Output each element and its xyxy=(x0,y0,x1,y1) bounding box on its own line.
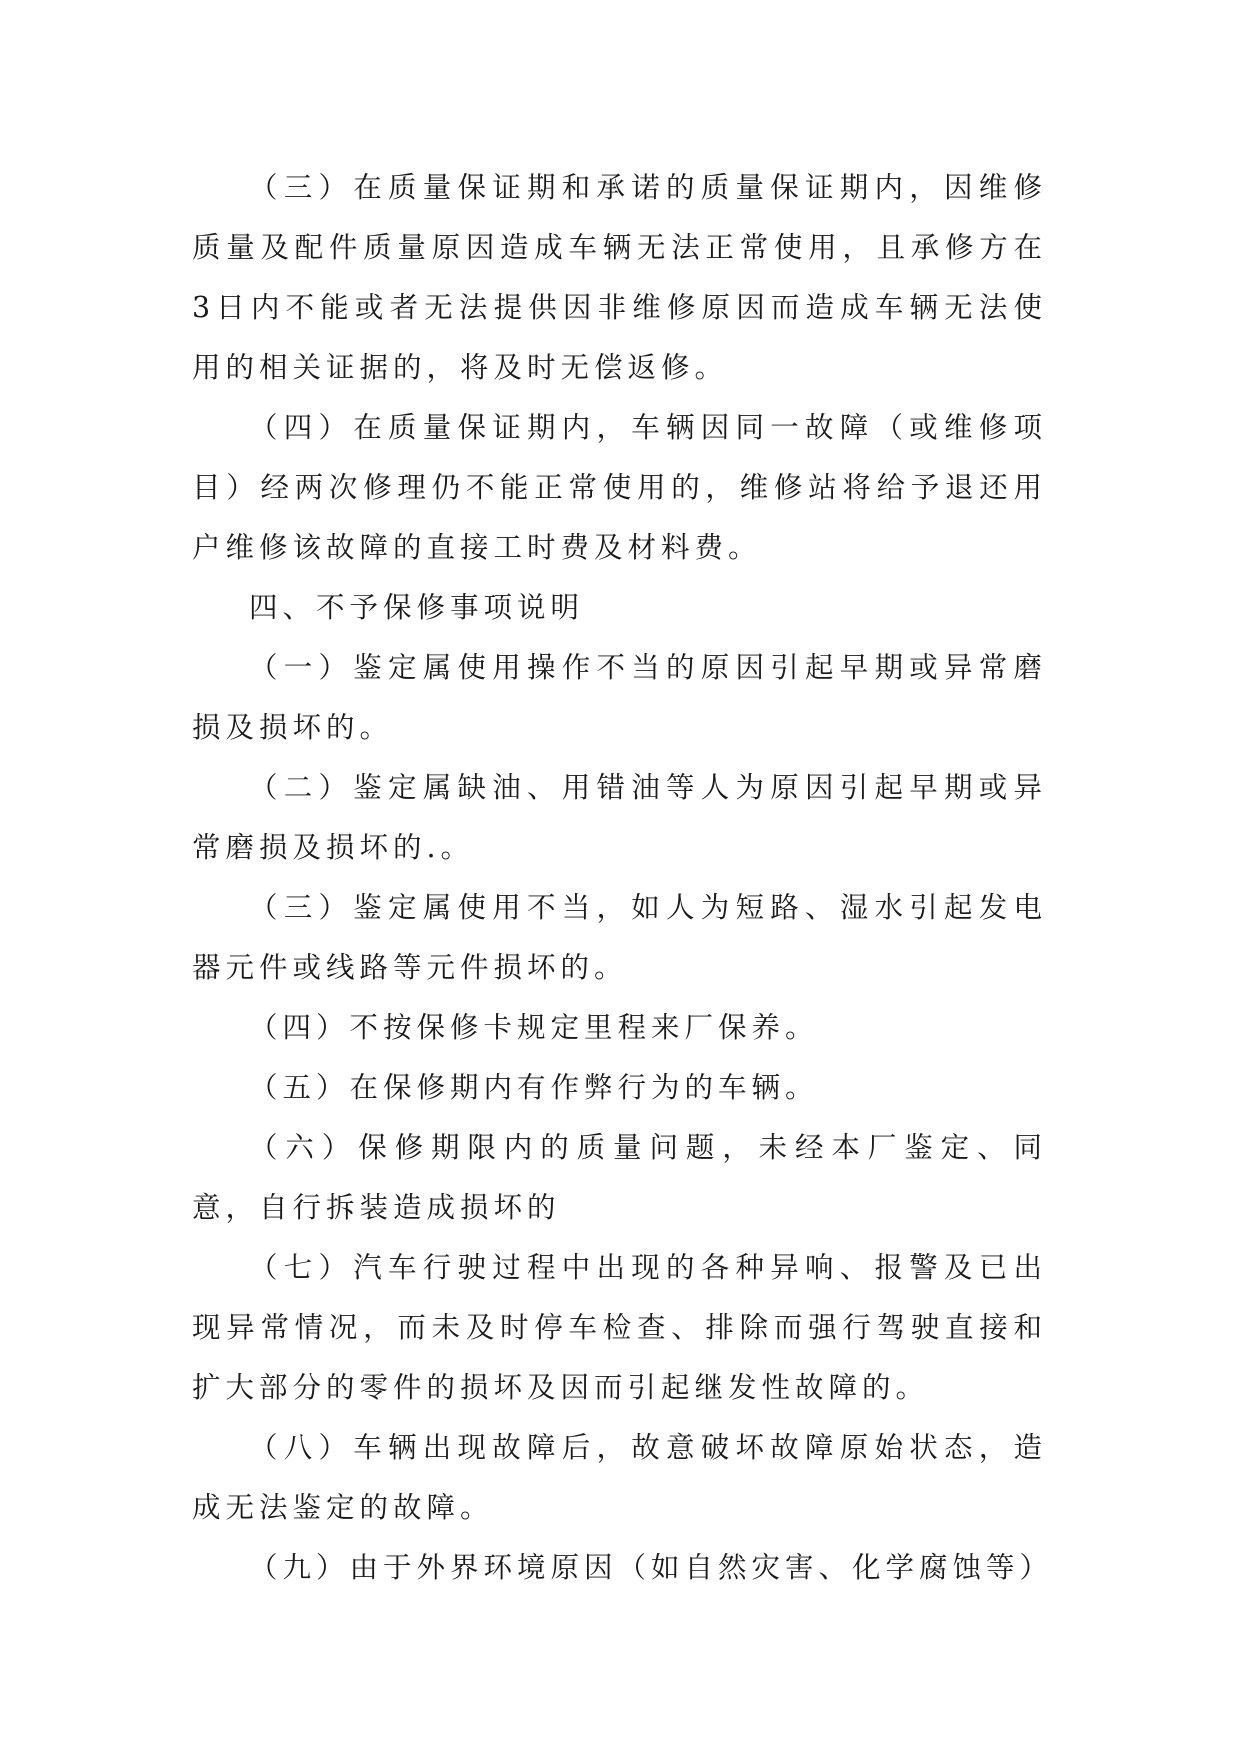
paragraph-exclusion-3: （三）鉴定属使用不当，如人为短路、湿水引起发电器元件或线路等元件损坏的。 xyxy=(192,891,1047,984)
paragraph-exclusion-4: （四）不按保修卡规定里程来厂保养。 xyxy=(249,1011,819,1044)
paragraph-exclusion-6: （六）保修期限内的质量问题，未经本厂鉴定、同意，自行拆装造成损坏的 xyxy=(192,1131,1047,1224)
document-page xyxy=(192,158,1054,1598)
paragraph-exclusion-1: （一）鉴定属使用操作不当的原因引起早期或异常磨损及损坏的。 xyxy=(192,651,1047,744)
paragraph-refund-repeat-fault: （四）在质量保证期内，车辆因同一故障（或维修项目）经两次修理仍不能正常使用的，维修站将给予退还用户维修该故障的直接工时费及材料费。 xyxy=(192,411,1047,564)
paragraph-exclusion-8: （八）车辆出现故障后，故意破坏故障原始状态，造成无法鉴定的故障。 xyxy=(192,1431,1047,1524)
paragraph-exclusion-9: （九）由于外界环境原因（如自然灾害、化学腐蚀等） xyxy=(249,1551,1054,1584)
paragraph-exclusion-7: （七）汽车行驶过程中出现的各种异响、报警及已出现异常情况，而未及时停车检查、排除而强行驾驶直接和扩大部分的零件的损坏及因而引起继发性故障的。 xyxy=(192,1251,1047,1404)
paragraph-quality-rework: （三）在质量保证期和承诺的质量保证期内，因维修质量及配件质量原因造成车辆无法正常使用，且承修方在3日内不能或者无法提供因非维修原因而造成车辆无法使用的相关证据的，将及时无偿返修。 xyxy=(192,171,1047,384)
paragraph-exclusion-5: （五）在保修期内有作弊行为的车辆。 xyxy=(249,1071,819,1104)
paragraph-exclusion-2: （二）鉴定属缺油、用错油等人为原因引起早期或异常磨损及损坏的.。 xyxy=(192,771,1047,864)
section-heading-exclusions: 四、不予保修事项说明 xyxy=(249,591,585,624)
